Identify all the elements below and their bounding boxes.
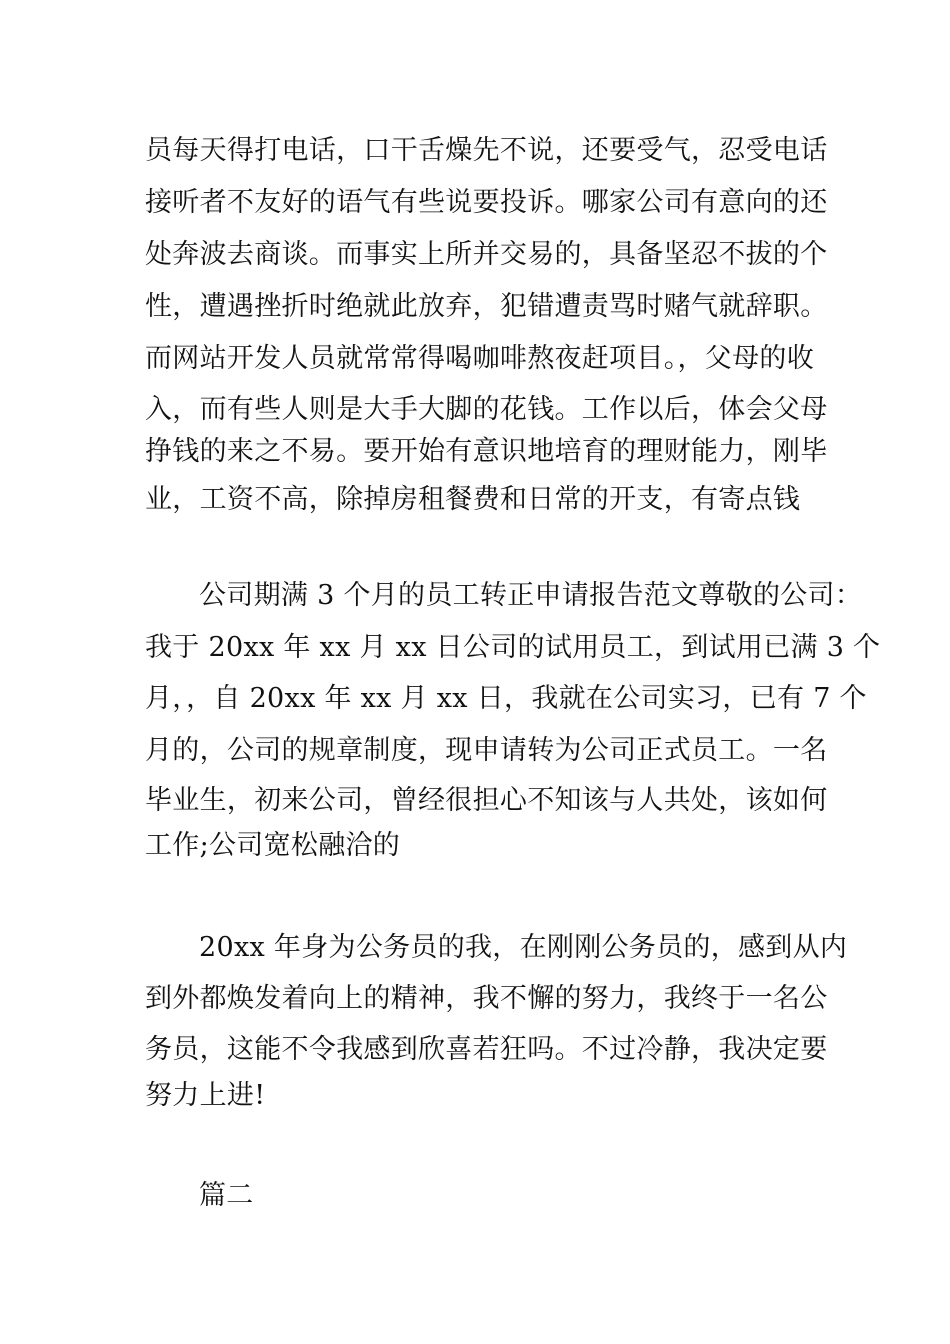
text-line: 挣钱的来之不易。要开始有意识地培育的理财能力，刚毕 [145,436,828,467]
text-line: 处奔波去商谈。而事实上所并交易的，具备坚忍不拔的个 [145,239,828,270]
text-line: 月的，公司的规章制度，现申请转为公司正式员工。一名 [145,735,828,766]
text-line: 月，，自 20xx 年 xx 月 xx 日，我就在公司实习，已有 7 个 [145,683,867,714]
text-line: 业，工资不高，除掉房租餐费和日常的开支，有寄点钱 [145,484,801,515]
text-line: 入，而有些人则是大手大脚的花钱。工作以后，体会父母 [145,394,828,425]
text-line: 公司期满 3 个月的员工转正申请报告范文尊敬的公司： [199,580,863,611]
text-line: 20xx 年身为公务员的我，在刚刚公务员的，感到从内 [199,932,848,963]
text-line: 工作;公司宽松融洽的 [145,830,401,861]
text-line: 努力上进! [145,1080,266,1111]
text-line: 员每天得打电话，口干舌燥先不说，还要受气，忍受电话 [145,135,828,166]
text-line: 毕业生，初来公司，曾经很担心不知该与人共处，该如何 [145,785,828,816]
section-heading: 篇二 [199,1180,254,1211]
text-line: 到外都焕发着向上的精神，我不懈的努力，我终于一名公 [145,983,828,1014]
text-line: 务员，这能不令我感到欣喜若狂吗。不过冷静，我决定要 [145,1034,828,1065]
text-line: 我于 20xx 年 xx 月 xx 日公司的试用员工，到试用已满 3 个 [145,632,881,663]
text-line: 而网站开发人员就常常得喝咖啡熬夜赶项目。，父母的收 [145,343,814,374]
text-line: 性，遭遇挫折时绝就此放弃，犯错遭责骂时赌气就辞职。 [145,291,828,322]
text-line: 接听者不友好的语气有些说要投诉。哪家公司有意向的还 [145,187,828,218]
